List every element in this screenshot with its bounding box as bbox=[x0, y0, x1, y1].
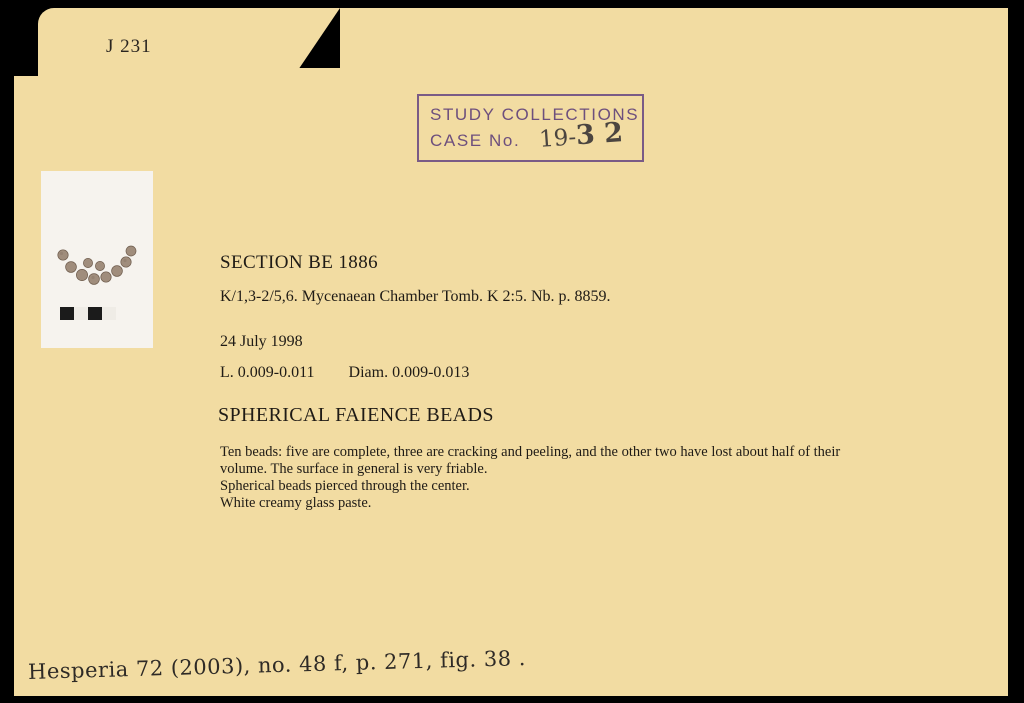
length-value: L. 0.009-0.011 bbox=[220, 364, 315, 381]
folder-tab-fill bbox=[294, 68, 342, 78]
artifact-photo bbox=[41, 171, 153, 348]
description-line: Spherical beads pierced through the center. bbox=[220, 478, 470, 494]
stamp-case-suffix: 3 2 bbox=[574, 117, 625, 152]
section-title: SECTION BE 1886 bbox=[220, 252, 378, 273]
catalog-number-label: J 231 bbox=[106, 36, 152, 57]
object-title: SPHERICAL FAIENCE BEADS bbox=[218, 404, 494, 426]
description-line: Ten beads: five are complete, three are cracking and peeling, and the other two have lost about half of their bbox=[220, 444, 841, 460]
study-collections-stamp bbox=[417, 94, 644, 162]
stamp-line-case-number: CASE No. bbox=[430, 131, 521, 150]
folder-tab-slope bbox=[294, 8, 340, 76]
stamp-handwritten-case-number bbox=[538, 117, 624, 154]
description-block bbox=[220, 444, 910, 512]
stamp-line-collections: STUDY COLLECTIONS bbox=[430, 105, 640, 124]
description-line: volume. The surface in general is very friable. bbox=[220, 461, 488, 477]
handwritten-citation: Hesperia 72 (2003), no. 48 f, p. 271, fig. 38 . bbox=[27, 646, 527, 684]
photo-scale-bar bbox=[60, 307, 116, 320]
provenance-line: K/1,3-2/5,6. Mycenaean Chamber Tomb. K 2:5. Nb. p. 8859. bbox=[220, 288, 611, 305]
bead-necklace-image bbox=[41, 171, 153, 348]
description-line: White creamy glass paste. bbox=[220, 495, 372, 511]
folder-card bbox=[14, 8, 1008, 696]
record-date: 24 July 1998 bbox=[220, 333, 303, 350]
stamp-case-prefix: 19- bbox=[538, 124, 578, 153]
diameter-value: Diam. 0.009-0.013 bbox=[348, 364, 470, 381]
folder-tab bbox=[38, 8, 318, 76]
dimensions-line bbox=[220, 364, 469, 382]
